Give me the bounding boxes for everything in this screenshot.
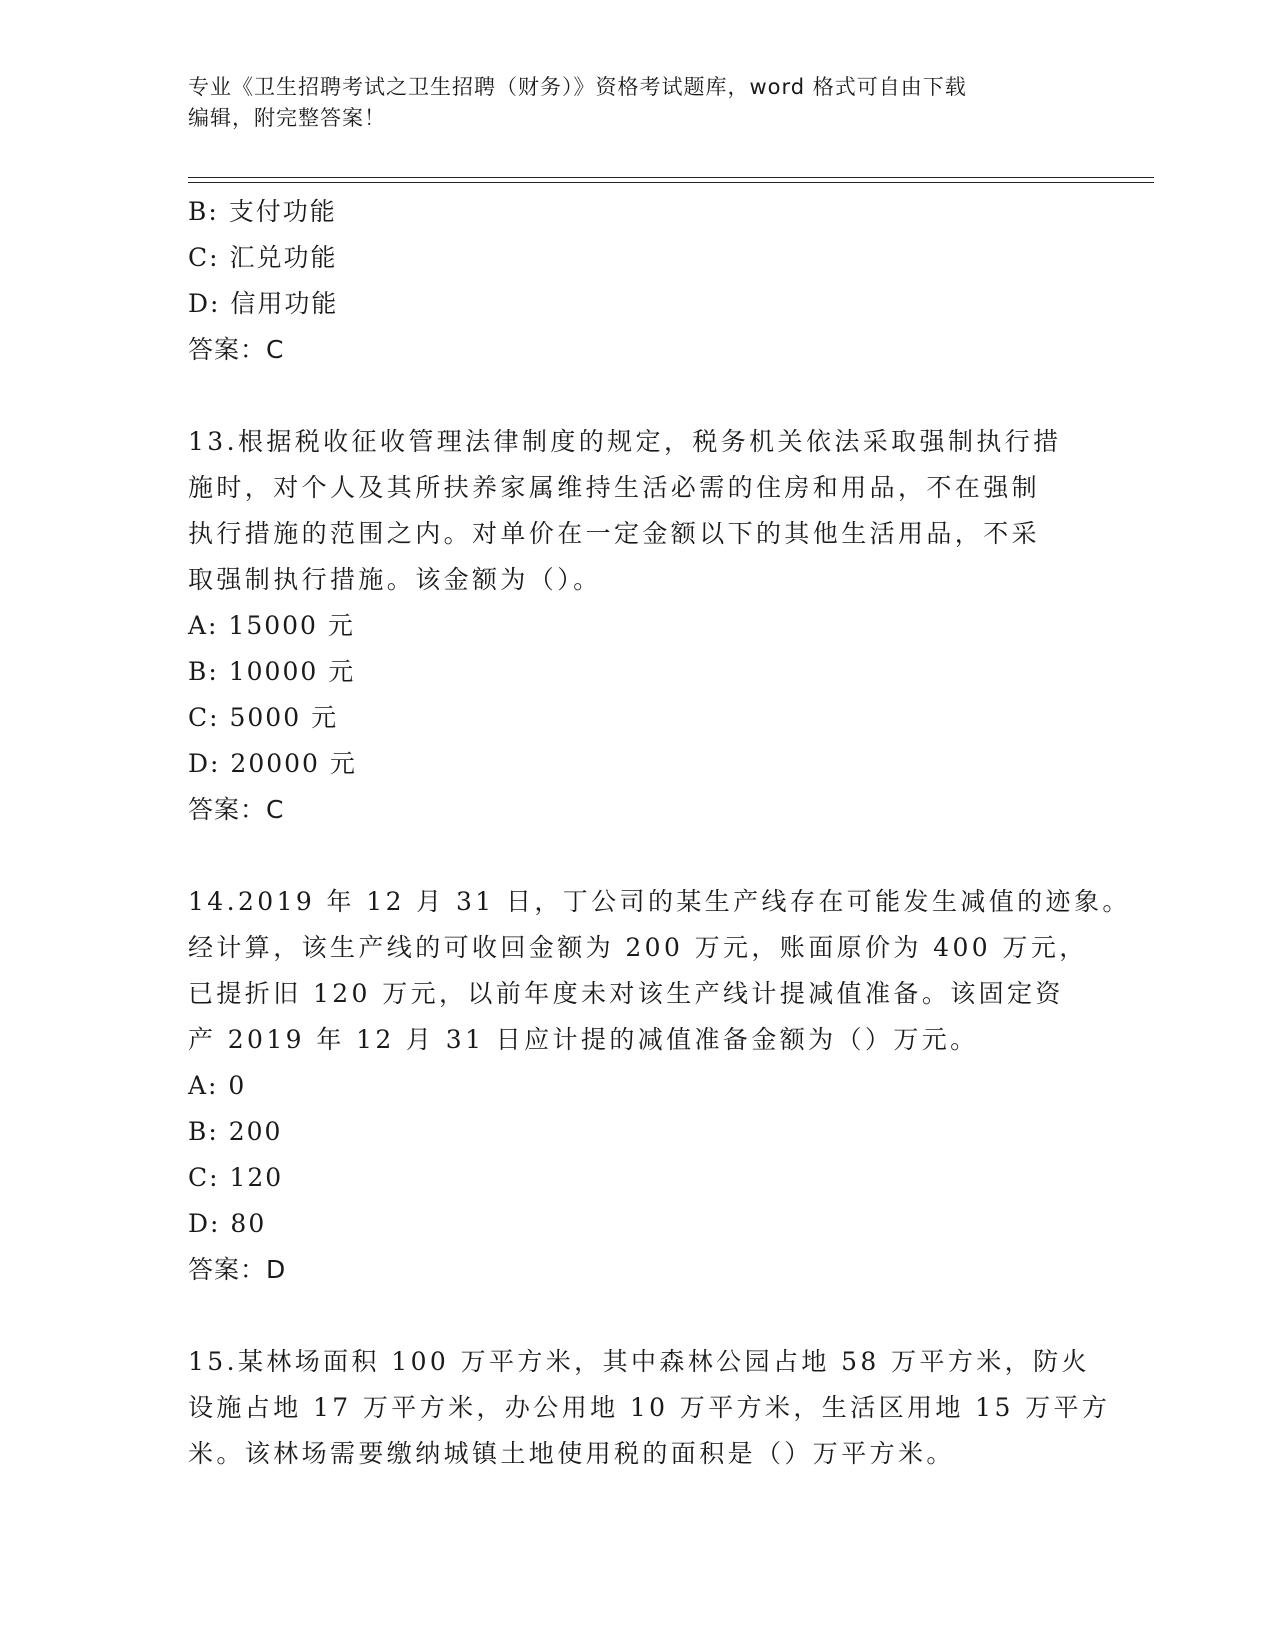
question-text-line: 13.根据税收征收管理法律制度的规定，税务机关依法采取强制执行措 <box>188 427 1062 456</box>
question-12-tail <box>188 189 1088 373</box>
question-text-line: 执行措施的范围之内。对单价在一定金额以下的其他生活用品，不采 <box>188 519 1041 548</box>
option-c: C: 120 <box>188 1163 284 1192</box>
question-text-line: 14.2019 年 12 月 31 日，丁公司的某生产线存在可能发生减值的迹象。 <box>188 887 1131 916</box>
header-divider-bottom <box>188 182 1154 183</box>
question-text-line: 15.某林场面积 100 万平方米，其中森林公园占地 58 万平方米，防火 <box>188 1347 1090 1376</box>
question-15 <box>188 1339 1111 1477</box>
question-content <box>188 189 1131 1477</box>
option-b: B: 200 <box>188 1117 283 1146</box>
option-b: B: 10000 元 <box>188 657 356 686</box>
option-a: A: 0 <box>188 1071 247 1100</box>
option-c: C: 5000 元 <box>188 703 339 732</box>
question-text-line: 米。该林场需要缴纳城镇土地使用税的面积是（）万平方米。 <box>188 1439 955 1468</box>
question-text-line: 取强制执行措施。该金额为（）。 <box>188 565 602 594</box>
option-d: D: 信用功能 <box>188 289 339 318</box>
header-line-2: 编辑，附完整答案！ <box>188 106 386 130</box>
question-14 <box>188 879 1131 1293</box>
question-13 <box>188 419 1088 833</box>
option-c: C: 汇兑功能 <box>188 243 338 272</box>
option-d: D: 20000 元 <box>188 749 357 778</box>
question-text-line: 已提折旧 120 万元，以前年度未对该生产线计提减值准备。该固定资 <box>188 979 1064 1008</box>
document-header <box>188 72 1088 134</box>
header-line-1: 专业《卫生招聘考试之卫生招聘（财务）》资格考试题库，word 格式可自由下载 <box>188 75 967 99</box>
answer-line: 答案：C <box>188 795 285 824</box>
option-b: B: 支付功能 <box>188 197 337 226</box>
answer-line: 答案：C <box>188 335 285 364</box>
option-d: D: 80 <box>188 1209 267 1238</box>
question-text-line: 产 2019 年 12 月 31 日应计提的减值准备金额为（）万元。 <box>188 1025 979 1054</box>
question-text-line: 经计算，该生产线的可收回金额为 200 万元，账面原价为 400 万元， <box>188 933 1088 962</box>
option-a: A: 15000 元 <box>188 611 355 640</box>
question-text-line: 设施占地 17 万平方米，办公用地 10 万平方米，生活区用地 15 万平方 <box>188 1393 1111 1422</box>
header-divider-top <box>188 177 1154 178</box>
question-text-line: 施时，对个人及其所扶养家属维持生活必需的住房和用品，不在强制 <box>188 473 1041 502</box>
answer-line: 答案：D <box>188 1255 287 1284</box>
